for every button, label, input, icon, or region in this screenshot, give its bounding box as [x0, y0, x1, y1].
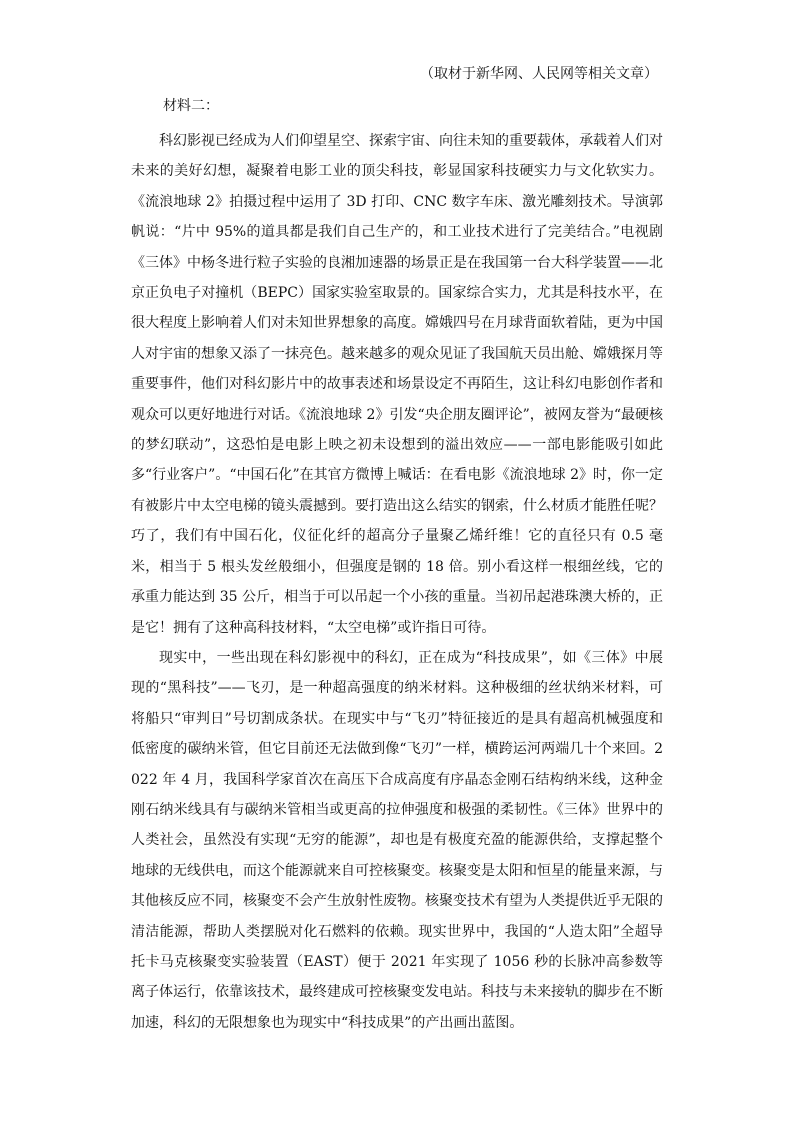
paragraph-1: 科幻影视已经成为人们仰望星空、探索宇宙、向往未知的重要载体，承载着人们对未来的美好幻想，凝聚着电影工业的顶尖科技，彰显国家科技硬实力与文化软实力。《流浪地球 2》拍摄过程中运用了 3D 打印、CNC 数字车床、激光雕刻技术。导演郭帆说：“片中 95%的道具都是我们自己生产的，和工业技术进行了完美结合。”电视剧《三体》中杨冬进行粒子实验的良湘加速器的场景正是在我国第一台大科学装置——北京正负电子对撞机（BEPC）国家实验室取景的。国家综合实力，尤其是科技水平，在很大程度上影响着人们对未知世界想象的高度。嫦娥四号在月球背面软着陆，更为中国人对宇宙的想象又添了一抹亮色。越来越多的观众见证了我国航天员出舱、嫦娥探月等重要事件，他们对科幻影片中的故事表述和场景设定不再陌生，这让科幻电影创作者和观众可以更好地进行对话。《流浪地球 2》引发“央企朋友圈评论”，被网友誉为“最硬核的梦幻联动”，这恐怕是电影上映之初未设想到的溢出效应——一部电影能吸引如此多“行业客户”。“中国石化”在其官方微博上喊话：在看电影《流浪地球 2》时，你一定有被影片中太空电梯的镜头震撼到。要打造出这么结实的钢索，什么材质才能胜任呢？巧了，我们有中国石化，仪征化纤的超高分子量聚乙烯纤维！它的直径只有 0.5 毫米，相当于 5 根头发丝般细小，但强度是钢的 18 倍。别小看这样一根细丝线，它的承重力能达到 35 公斤，相当于可以吊起一个小孩的重量。当初吊起港珠澳大桥的，正是它！拥有了这种高科技材料，“太空电梯”或许指日可待。 [131, 133, 663, 636]
body-text [131, 126, 663, 1038]
source-note: （取材于新华网、人民网等相关文章） [420, 66, 658, 82]
paragraph-2: 现实中，一些出现在科幻影视中的科幻，正在成为“科技成果”，如《三体》中展现的“黑科技”——飞刃，是一种超高强度的纳米材料。这种极细的丝状纳米材料，可将船只“审判日”号切割成条状。在现实中与“飞刃”特征接近的是具有超高机械强度和低密度的碳纳米管，但它目前还无法做到像“飞刃”一样，横跨运河两端几十个来回。2022 年 4 月，我国科学家首次在高压下合成高度有序晶态金刚石结构纳米线，这种金刚石纳米线具有与碳纳米管相当或更高的拉伸强度和极强的柔韧性。《三体》世界中的人类社会，虽然没有实现“无穷的能源”，却也是有极度充盈的能源供给，支撑起整个地球的无线供电，而这个能源就来自可控核聚变。核聚变是太阳和恒星的能量来源，与其他核反应不同，核聚变不会产生放射性废物。核聚变技术有望为人类提供近乎无限的清洁能源，帮助人类摆脱对化石燃料的依赖。现实世界中，我国的“人造太阳”全超导托卡马克核聚变实验装置（EAST）便于 2021 年实现了 1056 秒的长脉冲高参数等离子体运行，依靠该技术，最终建成可控核聚变发电站。科技与未来接轨的脚步在不断加速，科幻的无限想象也为现实中“科技成果”的产出画出蓝图。 [131, 649, 663, 1031]
section-label: 材料二： [163, 98, 219, 114]
